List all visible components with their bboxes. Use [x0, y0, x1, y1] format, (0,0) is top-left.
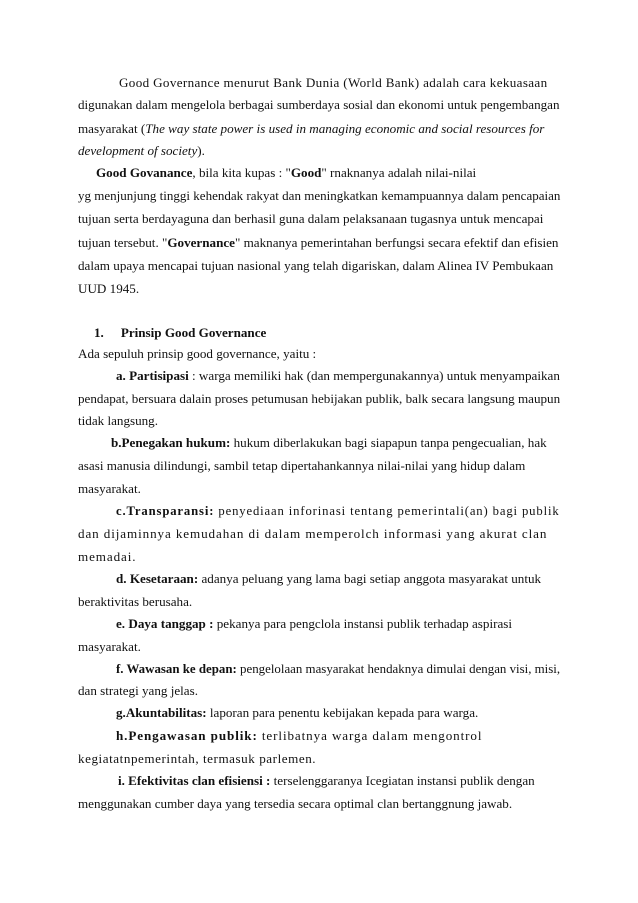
principle-c-line-3: memadai. [78, 549, 137, 564]
good-line-6: UUD 1945. [78, 281, 140, 296]
principle-i-line-1: i. Efektivitas clan efisiensi : terselenggaranya Icegiatan instansi publik dengan [118, 773, 535, 788]
principle-f-line-1: f. Wawasan ke depan: pengelolaan masyarakat hendaknya dimulai dengan visi, misi, [116, 661, 561, 676]
principle-b-title: b.Penegakan hukum: [111, 435, 231, 450]
intro-line-3: masyarakat (The way state power is used in managing economic and social resources for [78, 121, 545, 136]
principle-a-title: a. Partisipasi [116, 368, 189, 383]
intro-line-1: Good Governance menurut Bank Dunia (World Bank) adalah cara kekuasaan [119, 75, 548, 90]
principle-d-line-1: d. Kesetaraan: adanya peluang yang lama bagi setiap anggota masyarakat untuk [116, 571, 542, 586]
principle-d-line-2: beraktivitas berusaha. [78, 594, 193, 609]
principle-i-line-2: menggunakan cumber daya yang tersedia secara optimal clan bertanggnung jawab. [78, 796, 513, 811]
principle-e-line-1: e. Daya tanggap : pekanya para pengclola instansi publik terhadap aspirasi [116, 616, 512, 631]
intro-line-4: development of society). [78, 143, 205, 158]
principle-e-line-2: masyarakat. [78, 639, 141, 654]
principle-h-title: h.Pengawasan publik: [116, 728, 258, 743]
section-number: 1. [94, 325, 104, 340]
section-heading [94, 325, 266, 341]
principle-h-line-2: kegiatatnpemerintah, termasuk parlemen. [78, 751, 317, 766]
term-good-govanance: Good Govanance [96, 165, 193, 180]
principle-g-title: g.Akuntabilitas: [116, 705, 207, 720]
principle-f-title: f. Wawasan ke depan: [116, 661, 237, 676]
intro-english-text: The way state power is used in managing economic and social resources for [145, 121, 545, 136]
principle-a-line-2: pendapat, bersuara dalain proses petumusan hebijakan publik, balk secara langsung maupun [78, 391, 561, 406]
principle-i-title: i. Efektivitas clan efisiensi : [118, 773, 271, 788]
principle-f-line-2: dan strategi yang jelas. [78, 683, 198, 698]
principle-g-line-1: g.Akuntabilitas: laporan para penentu kebijakan kepada para warga. [116, 705, 479, 720]
principle-h-line-1: h.Pengawasan publik: terlibatnya warga dalam mengontrol [116, 728, 483, 743]
section-title: Prinsip Good Governance [120, 325, 267, 340]
principle-c-line-1: c.Transparansi: penyediaan inforinasi tentang pemerintali(an) bagi publik [116, 503, 560, 518]
section-intro: Ada sepuluh prinsip good governance, yaitu : [78, 346, 317, 361]
good-line-5: dalam upaya mencapai tujuan nasional yang telah digariskan, dalam Alinea IV Pembukaan [78, 258, 554, 273]
principle-c-title: c.Transparansi: [116, 503, 215, 518]
intro-line-2: digunakan dalam mengelola berbagai sumberdaya sosial dan ekonomi untuk pengembangan [78, 97, 560, 112]
good-line-2: yg menjunjung tinggi kehendak rakyat dan meningkatkan kemampuannya dalam pencapaian [78, 188, 561, 203]
principle-a-line-3: tidak langsung. [78, 413, 159, 428]
good-line-3: tujuan serta berdayaguna dan berhasil guna dalam pelaksanaan tugasnya untuk mencapai [78, 211, 544, 226]
good-line-4: tujuan tersebut. "Governance" maknanya pemerintahan berfungsi secara efektif dan efisien [78, 235, 559, 250]
good-line-1: Good Govanance, bila kita kupas : "Good" rnaknanya adalah nilai-nilai [96, 165, 477, 180]
principle-d-title: d. Kesetaraan: [116, 571, 199, 586]
principle-b-line-1: b.Penegakan hukum: hukum diberlakukan bagi siapapun tanpa pengecualian, hak [111, 435, 547, 450]
principle-e-title: e. Daya tanggap : [116, 616, 214, 631]
principle-a-line-1: a. Partisipasi : warga memiliki hak (dan mempergunakannya) untuk menyampaikan [116, 368, 560, 383]
principle-b-line-2: asasi manusia dilindungi, sambil tetap dipertahankannya nilai-nilai yang hidup dalam [78, 458, 526, 473]
principle-c-line-2: dan dijaminnya kemudahan di dalam memperolch informasi yang akurat clan [78, 526, 548, 541]
principle-b-line-3: masyarakat. [78, 481, 141, 496]
